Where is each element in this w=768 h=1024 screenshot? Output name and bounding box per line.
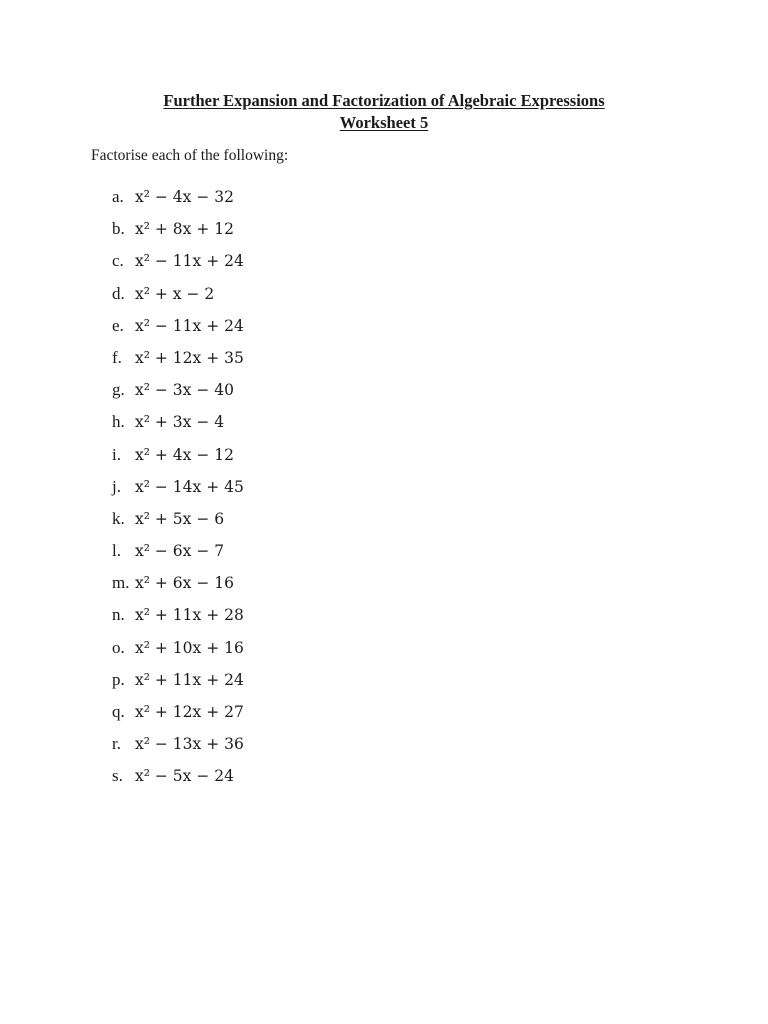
problem-letter: m. xyxy=(112,573,130,593)
problem-letter: q. xyxy=(112,702,125,721)
problem-expression: x² − 11x + 24 xyxy=(135,252,244,271)
problem-item xyxy=(112,603,244,635)
problem-expression: x² − 5x − 24 xyxy=(135,767,234,786)
problem-item xyxy=(112,764,244,796)
problem-letter: e. xyxy=(112,315,124,335)
problem-item xyxy=(112,410,244,442)
problem-letter: a. xyxy=(112,187,124,206)
problem-expression: x² − 4x − 32 xyxy=(135,188,234,206)
problem-item xyxy=(112,314,244,346)
problem-expression: x² − 6x − 7 xyxy=(135,542,225,561)
problem-expression: x² − 3x − 40 xyxy=(135,381,234,400)
problem-letter: h. xyxy=(112,412,125,432)
problem-item xyxy=(112,185,244,217)
problem-letter: d. xyxy=(112,283,125,303)
problem-expression: x² + 12x + 27 xyxy=(135,703,244,721)
problem-item xyxy=(112,668,244,700)
problem-letter: o. xyxy=(112,637,125,657)
problem-item xyxy=(112,443,244,475)
problem-expression: x² + 4x − 12 xyxy=(135,445,234,464)
problem-expression: x² + 10x + 16 xyxy=(135,638,244,657)
problem-letter: j. xyxy=(112,476,121,496)
instruction-text: Factorise each of the following: xyxy=(91,147,289,164)
problem-item xyxy=(112,571,244,603)
problem-item xyxy=(112,636,244,668)
problem-expression: x² + 11x + 24 xyxy=(135,670,244,689)
problem-letter: s. xyxy=(112,766,123,786)
problem-expression: x² + 6x − 16 xyxy=(135,574,234,593)
problem-letter: g. xyxy=(112,380,125,400)
problem-expression: x² − 13x + 36 xyxy=(135,735,244,754)
problem-letter: p. xyxy=(112,669,125,689)
problem-letter: k. xyxy=(112,508,125,528)
problem-item xyxy=(112,507,244,539)
problem-item xyxy=(112,475,244,507)
problem-expression: x² + 3x − 4 xyxy=(135,413,225,432)
worksheet-subtitle: Worksheet 5 xyxy=(339,113,429,132)
problem-expression: x² + 12x + 35 xyxy=(135,348,244,367)
problem-item xyxy=(112,539,244,571)
problem-letter: c. xyxy=(112,251,124,271)
problem-item xyxy=(112,700,244,732)
worksheet-title: Further Expansion and Factorization of Algebraic Expressions xyxy=(163,91,605,110)
problem-expression: x² + 11x + 28 xyxy=(135,606,244,625)
problem-letter: b. xyxy=(112,219,125,239)
problem-expression: x² − 11x + 24 xyxy=(135,316,244,335)
problem-expression: x² + 8x + 12 xyxy=(135,220,234,239)
problem-letter: r. xyxy=(112,734,121,754)
problem-item xyxy=(112,249,244,281)
problem-list xyxy=(112,185,244,797)
problem-expression: x² + x − 2 xyxy=(135,284,215,303)
problem-letter: l. xyxy=(112,541,121,561)
problem-letter: n. xyxy=(112,605,125,625)
problem-item xyxy=(112,346,244,378)
problem-expression: x² − 14x + 45 xyxy=(135,477,244,496)
problem-item xyxy=(112,378,244,410)
problem-item xyxy=(112,732,244,764)
problem-item xyxy=(112,282,244,314)
problem-expression: x² + 5x − 6 xyxy=(135,509,225,528)
problem-item xyxy=(112,217,244,249)
problem-letter: f. xyxy=(112,347,122,367)
problem-letter: i. xyxy=(112,444,121,464)
